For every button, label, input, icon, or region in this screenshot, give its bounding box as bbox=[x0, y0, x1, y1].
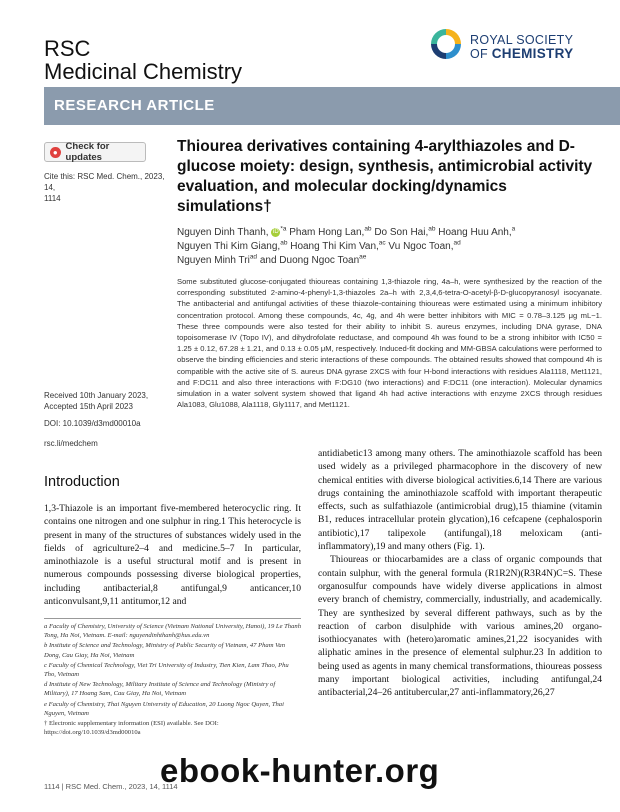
esi-footnote[interactable]: † Electronic supplementary information (ESI) available. See DOI: https://doi.org/10.1039/d3md00010a bbox=[44, 720, 219, 737]
author-affil: ae bbox=[359, 253, 367, 261]
cite-line2: 1114 bbox=[44, 194, 61, 203]
accepted-date: Accepted 15th April 2023 bbox=[44, 402, 133, 411]
cite-line1: Cite this: RSC Med. Chem., 2023, 14, bbox=[44, 172, 165, 192]
article-type-banner bbox=[44, 87, 620, 125]
body-column-left bbox=[44, 502, 301, 608]
update-icon: ● bbox=[50, 147, 61, 158]
publisher-line2-prefix: OF bbox=[470, 47, 492, 61]
author-affil: ab bbox=[364, 225, 372, 233]
citation-info bbox=[44, 171, 169, 204]
publisher-line1: ROYAL SOCIETY bbox=[470, 33, 574, 47]
watermark-text: ebook-hunter.org bbox=[160, 752, 440, 789]
affiliation-footnote: a Faculty of Chemistry, University of Science (Vietnam National University, Hanoi), 19 Le Thanh Tong, Ha Noi, Vietnam. E-mail: nguyendinhthanh@hus.edu.vn bbox=[44, 623, 301, 640]
author-name[interactable]: Vu Ngoc Toan, bbox=[385, 241, 454, 252]
article-type-label: RESEARCH ARTICLE bbox=[54, 97, 215, 114]
rsc-logo-icon bbox=[428, 26, 464, 62]
journal-name-line1: RSC bbox=[44, 36, 91, 61]
author-name[interactable]: Do Son Hai, bbox=[371, 227, 429, 238]
author-affil: *a bbox=[280, 225, 287, 233]
author-name[interactable]: and Duong Ngoc Toan bbox=[257, 255, 360, 266]
author-affil: a bbox=[511, 225, 516, 233]
orcid-icon[interactable]: iD bbox=[272, 228, 279, 235]
affiliation-footnotes bbox=[44, 622, 301, 738]
author-affil: ab bbox=[280, 239, 288, 247]
publisher-logo-text bbox=[470, 33, 573, 61]
author-name[interactable]: Hoang Huu Anh, bbox=[435, 227, 512, 238]
body-column-right bbox=[318, 447, 602, 700]
journal-site-link[interactable]: rsc.li/medchem bbox=[44, 439, 98, 448]
article-title: Thiourea derivatives containing 4-arylthiazoles and D-glucose moiety: design, synthesis, antimicrobial activity evaluation, and molecular docking/dynamics simulations† bbox=[177, 138, 593, 215]
check-for-updates-button[interactable] bbox=[44, 142, 146, 162]
journal-name-line2: Medicinal Chemistry bbox=[44, 59, 243, 84]
check-updates-label: Check for updates bbox=[65, 141, 110, 163]
author-name[interactable]: Nguyen Dinh Thanh, bbox=[177, 227, 269, 238]
publisher-line2-bold: CHEMISTRY bbox=[491, 46, 574, 61]
doi-text[interactable]: DOI: 10.1039/d3md00010a bbox=[44, 419, 141, 428]
affiliation-footnote: e Faculty of Chemistry, Thai Nguyen University of Education, 20 Luong Ngoc Quyen, Thai Nguyen, Vietnam bbox=[44, 700, 284, 717]
page-footer: 1114 | RSC Med. Chem., 2023, 14, 1114 bbox=[44, 782, 178, 791]
body-paragraph: Thioureas or thiocarbamides are a class of organic compounds that contain sulphur, with the general formula (R1R2N)(R3R4N)C=S. These organosulfur compounds have widely diverse applications in almost every branch of chemistry, commercially, industrially, and academically. They are synthesized by several different pathways, such as by the reaction of carbon disulphide with various amines,20 organo-isothiocyanates with (hetero)aromatic amines,21,22 isocyanides with aliphatic amines in the presence of elemental sulphur.23 In addition to being used as agents in many chemical transformations, thioureas possess many important biological activities, including antifungal,24 antibacterial,24–26 antitubercular,27 anti-inflammatory,26,27 bbox=[318, 554, 602, 699]
affiliation-footnote: d Institute of New Technology, Military Institute of Science and Technology (Ministry of Military), 17 Hoang Sam, Cau Giay, Ha Noi, Vietnam bbox=[44, 681, 276, 698]
abstract-text: Some substituted glucose-conjugated thioureas containing 1,3-thiazole ring, 4a–h, were synthesized by the reaction of the corresponding substituted 2-amino-4-phenyl-1,3-thiazoles 2a–h with 2,3,4,6-tetra-O-acetyl-β-D-glucopyranosyl isocyanate. The antibacterial and antifungal activities of these thiazole-containing thioureas were estimated using a minimum inhibitory concentration protocol. Among these compounds, 4c, 4g, and 4h were better inhibitors with MIC = 0.78–3.125 μg mL−1. These three compounds were also tested for their ability to inhibit S. aureus enzymes, including DNA gyrase, DNA topoisomerase IV (Topo IV), and dihydrofolate reductase, and compound 4h was found to be a strong inhibitor with IC50 = 1.25 ± 0.12, 67.28 ± 1.21, and 0.13 ± 0.05 μM, respectively. Induced-fit docking and MM-GBSA calculations were performed to observe the binding efficiencies and steric interactions of these compounds. The obtained results showed that compound 4h is compatible with the active site of S. aureus DNA gyrase 2XCS with four H-bond interactions with residues Ala1118, Met1121, and F:DC11 and also three interactions with F:DG10 (two interactions) and F:DC11 (one interaction). Molecular dynamics simulation in a water solvent system showed that ligand 4h had active interactions with enzyme 2XCS through residues Ala1083, Glu1088, Ala1118, Gly1117, and Met1121. bbox=[177, 277, 602, 410]
footnote-divider bbox=[44, 618, 301, 619]
author-affil: ad bbox=[453, 239, 461, 247]
author-affil: ab bbox=[428, 225, 436, 233]
body-paragraph: 1,3-Thiazole is an important five-membered heterocyclic ring. It contains one nitrogen and one sulphur in ring.1 This heterocycle is present in many of the structures of substances widely used in the fields of agriculture2–4 and medicine.5–7 In particular, aminothiazole is a useful structural motif and is present in numerous compounds possessing diverse biological properties, including antibacterial,8 antifungal,9 anticancer,10 anticonvulsant,9,11 antitumor,12 and bbox=[44, 503, 301, 608]
author-affil: ad bbox=[249, 253, 258, 261]
introduction-heading: Introduction bbox=[44, 474, 120, 490]
affiliation-footnote: c Faculty of Chemical Technology, Viet Tri University of Industry, Tien Kien, Lam Thao, Phu Tho, Vietnam bbox=[44, 661, 289, 679]
body-paragraph: antidiabetic13 among many others. The aminothiazole scaffold has been used widely as a privileged pharmacophore in the discovery of new chemical entities with diverse biological activities.6,14 There are various drugs containing the aminothiazole scaffold with important therapeutic effects, such as sulfathiazole (antimicrobial drug),15 thiamine (vitamin B1, reduces intracellular protein glycation),16 cefcapene (cephalosporin antibiotic),17 talipexole (antifungal),18 meloxicam (anti-inflammatory),19 and many others (Fig. 1). bbox=[318, 448, 602, 553]
journal-name bbox=[44, 37, 242, 83]
author-list bbox=[177, 226, 597, 268]
author-name[interactable]: Hoang Thi Kim Van, bbox=[287, 241, 379, 252]
received-date: Received 10th January 2023, bbox=[44, 391, 149, 400]
affiliation-footnote: b Institute of Science and Technology, Ministry of Public Security of Vietnam, 47 Pham Van Dong, Cau Giay, Ha Noi, Vietnam bbox=[44, 642, 285, 659]
author-name[interactable]: Pham Hong Lan, bbox=[286, 227, 365, 238]
author-name[interactable]: Nguyen Minh Tri bbox=[177, 255, 250, 266]
author-name[interactable]: Nguyen Thi Kim Giang, bbox=[177, 241, 281, 252]
author-affil: ac bbox=[378, 239, 386, 247]
received-info bbox=[44, 390, 169, 449]
